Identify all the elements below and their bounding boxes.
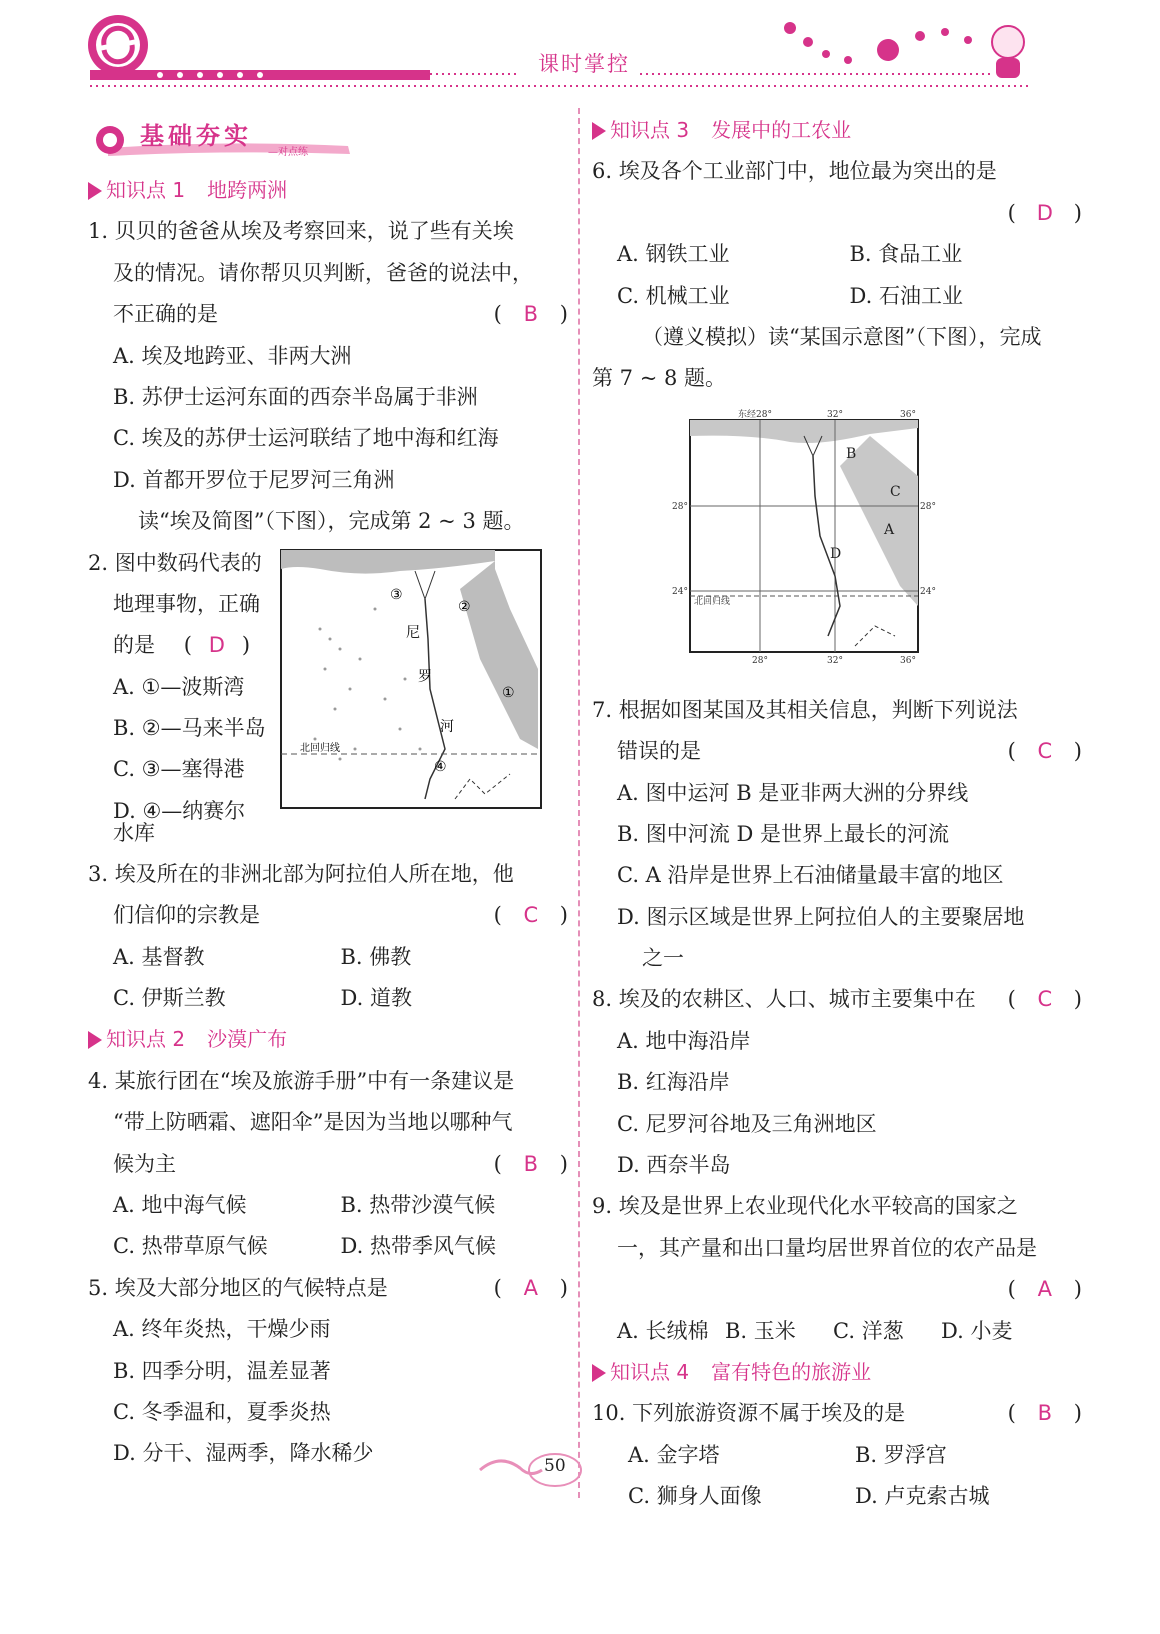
play-icon (592, 1364, 606, 1382)
question-text: 1. 贝贝的爸爸从埃及考察回来，说了些有关埃 (88, 219, 514, 244)
egypt-map (280, 549, 542, 809)
knowledge-point-4 (592, 1352, 1082, 1393)
question-text: 10. 下列旅游资源不属于埃及的是 ( B ) (592, 1393, 1082, 1434)
option: A. ①—波斯湾 (113, 674, 245, 699)
question-text: 地理事物，正确 (113, 591, 260, 616)
question-1 (88, 211, 568, 501)
map-label: A (884, 521, 895, 538)
answer: A (1037, 1277, 1052, 1302)
left-column (88, 110, 568, 1475)
kp-title: 沙漠广布 (207, 1027, 288, 1052)
answer: B (523, 1151, 538, 1176)
answer: B (1037, 1401, 1052, 1426)
question-text: 9. 埃及是世界上农业现代化水平较高的国家之 (592, 1194, 1018, 1219)
play-icon (592, 122, 606, 140)
option-row (88, 978, 568, 1019)
option: B. 玉米 (725, 1318, 796, 1343)
option: 水库 (113, 820, 155, 845)
question-text: 5. 埃及大部分地区的气候特点是 ( A ) (88, 1268, 568, 1309)
map-label: 36° (900, 655, 916, 666)
answer-line (592, 193, 1082, 234)
footer-swirl-icon (470, 1448, 690, 1498)
option: B. 图中河流 D 是世界上最长的河流 (617, 821, 949, 846)
kp-number: 知识点 2 (106, 1027, 186, 1052)
question-9 (592, 1186, 1082, 1352)
answer: A (523, 1275, 538, 1300)
option: D. 图示区域是世界上阿拉伯人的主要聚居地 (617, 904, 1025, 929)
option: B. 罗浮宫 (855, 1442, 947, 1467)
question-5 (88, 1268, 568, 1475)
option-row (592, 276, 1082, 317)
knowledge-point-2 (88, 1019, 568, 1060)
answer-bracket: ( C ) (1008, 731, 1082, 772)
map-label: ③ (390, 586, 403, 603)
option: C. 埃及的苏伊士运河联结了地中海和红海 (113, 426, 499, 451)
answer-bracket: ( D ) (1008, 193, 1082, 234)
map-label: 罗 (418, 668, 432, 685)
map-label: 28° (672, 501, 688, 512)
map-label: 东经28° (738, 409, 772, 420)
option: A. 地中海气候 (113, 1193, 247, 1218)
banner-title: 基础夯实 (140, 122, 252, 150)
map-label: 24° (672, 586, 688, 597)
question-text: 不正确的是 ( B ) (88, 294, 568, 335)
kp-number: 知识点 3 (610, 118, 690, 142)
option: B. 苏伊士运河东面的西奈半岛属于非洲 (113, 384, 478, 409)
answer-line (592, 1269, 1082, 1310)
option: A. 终年炎热，干燥少雨 (113, 1317, 331, 1342)
kp-number: 知识点 1 (106, 178, 186, 202)
map-label: 24° (920, 586, 936, 597)
question-text: 4. 某旅行团在“埃及旅游手册”中有一条建议是 (88, 1068, 515, 1093)
reading-intro: 第 7 ~ 8 题。 (592, 366, 727, 391)
question-4 (88, 1061, 568, 1268)
option: B. 热带沙漠气候 (340, 1193, 496, 1218)
option: A. 金字塔 (628, 1442, 720, 1467)
question-text: 及的情况。请你帮贝贝判断，爸爸的说法中， (113, 260, 533, 285)
option: B. 四季分明，温差显著 (113, 1358, 331, 1383)
question-text: 7. 根据如图某国及其相关信息，判断下列说法 (592, 697, 1018, 722)
reading-intro: 读“埃及简图”（下图），完成第 2 ~ 3 题。 (138, 509, 525, 534)
map-label: 28° (752, 655, 768, 666)
right-column (592, 110, 1082, 1518)
option: B. 佛教 (340, 944, 412, 969)
answer: C (523, 903, 539, 928)
reading-intro: （遵义模拟）读“某国示意图”（下图），完成 (642, 324, 1042, 349)
option: D. ④—纳赛尔 (113, 798, 246, 823)
option-row (88, 1226, 568, 1267)
option: D. 卢克索古城 (855, 1484, 990, 1509)
map-label: C (890, 483, 901, 500)
option: D. 西奈半岛 (617, 1153, 731, 1178)
option-row (88, 1185, 568, 1226)
question-text: 们信仰的宗教是 ( C ) (88, 895, 568, 936)
kp-title: 发展中的工农业 (711, 118, 852, 142)
answer: D (1036, 200, 1053, 225)
play-icon (88, 1031, 102, 1049)
country-map (670, 406, 955, 666)
option: A. 图中运河 B 是亚非两大洲的分界线 (617, 780, 969, 805)
question-7 (592, 690, 1082, 980)
option: D. 道教 (340, 986, 412, 1011)
question-text: 的是 ( D ) (88, 625, 283, 666)
option: C. 机械工业 (617, 283, 730, 308)
answer-bracket: ( C ) (1008, 979, 1082, 1020)
option: C. A 沿岸是世界上石油储量最丰富的地区 (617, 863, 1004, 888)
answer-bracket: ( B ) (1008, 1393, 1082, 1434)
question-text: 6. 埃及各个工业部门中，地位最为突出的是 (592, 159, 997, 184)
question-text: “带上防晒霜、遮阳伞”是因为当地以哪种气 (113, 1110, 513, 1135)
map-label: B (846, 445, 857, 462)
answer-bracket: ( D ) (184, 633, 250, 657)
kp-title: 富有特色的旅游业 (711, 1359, 872, 1384)
answer: C (1037, 739, 1053, 764)
banner-subtitle: —对点练 (268, 147, 308, 158)
play-icon (88, 182, 102, 200)
option: C. ③—塞得港 (113, 757, 245, 782)
option: A. 地中海沿岸 (617, 1028, 751, 1053)
option: C. 狮身人面像 (628, 1484, 762, 1509)
map-label: 28° (920, 501, 936, 512)
map-label: 尼 (406, 624, 420, 641)
option: A. 钢铁工业 (617, 242, 730, 267)
option: A. 埃及地跨亚、非两大洲 (113, 343, 352, 368)
page-header (0, 0, 1160, 100)
map-label: ② (458, 598, 471, 615)
option: A. 长绒棉 (617, 1318, 709, 1343)
option: D. 石油工业 (849, 283, 963, 308)
knowledge-point-3 (592, 110, 1082, 151)
map-label: ④ (434, 758, 447, 775)
map-label: 河 (440, 718, 454, 735)
option-row (592, 1311, 1082, 1352)
option: D. 小麦 (941, 1318, 1013, 1343)
map-label: 北回归线 (694, 596, 731, 607)
page-number: 50 (544, 1456, 566, 1476)
section-banner (88, 110, 568, 170)
question-text: 8. 埃及的农耕区、人口、城市主要集中在 ( C ) (592, 979, 1082, 1020)
page-footer (470, 1448, 690, 1498)
question-text: 2. 图中数码代表的 (88, 550, 262, 575)
answer-bracket: ( A ) (494, 1268, 568, 1309)
answer: C (1037, 987, 1053, 1012)
map2-container (592, 400, 1082, 690)
question-text: 错误的是 ( C ) (592, 731, 1082, 772)
knowledge-point-1 (88, 170, 568, 211)
question-text: 3. 埃及所在的非洲北部为阿拉伯人所在地，他 (88, 861, 514, 886)
question-6 (592, 151, 1082, 317)
option: D. 热带季风气候 (340, 1234, 496, 1259)
map-label: 32° (827, 655, 843, 666)
option: D. 首都开罗位于尼罗河三角洲 (113, 467, 395, 492)
question-3 (88, 854, 568, 1020)
answer-bracket: ( A ) (1008, 1269, 1082, 1310)
option: C. 洋葱 (833, 1318, 904, 1343)
answer-bracket: ( B ) (494, 294, 568, 335)
answer-bracket: ( B ) (494, 1144, 568, 1185)
map-label: ① (502, 684, 515, 701)
kp-number: 知识点 4 (610, 1359, 690, 1384)
map-label: 36° (900, 409, 916, 420)
option: C. 伊斯兰教 (113, 986, 226, 1011)
option-row (592, 234, 1082, 275)
header-title: 课时掌控 (538, 52, 630, 76)
map-label: 北回归线 (300, 742, 340, 754)
kp-title: 地跨两洲 (207, 178, 288, 202)
column-divider (578, 108, 580, 1498)
map-label: 32° (827, 409, 843, 420)
option: A. 基督教 (113, 944, 205, 969)
option: B. 食品工业 (849, 242, 963, 267)
map-label: D (830, 545, 842, 562)
question-8 (592, 979, 1082, 1186)
answer: D (208, 633, 225, 658)
option-row (88, 937, 568, 978)
answer: B (523, 302, 538, 327)
option: D. 分干、湿两季，降水稀少 (113, 1441, 374, 1466)
option: C. 热带草原气候 (113, 1234, 268, 1259)
answer-bracket: ( C ) (494, 895, 568, 936)
question-2 (88, 543, 568, 833)
option: B. 红海沿岸 (617, 1070, 730, 1095)
option: C. 冬季温和，夏季炎热 (113, 1399, 331, 1424)
option: 之一 (642, 946, 684, 971)
option: B. ②—马来半岛 (113, 716, 266, 741)
option: C. 尼罗河谷地及三角洲地区 (617, 1111, 877, 1136)
question-text: 候为主 ( B ) (88, 1144, 568, 1185)
question-text: 一，其产量和出口量均居世界首位的农产品是 (617, 1235, 1037, 1260)
